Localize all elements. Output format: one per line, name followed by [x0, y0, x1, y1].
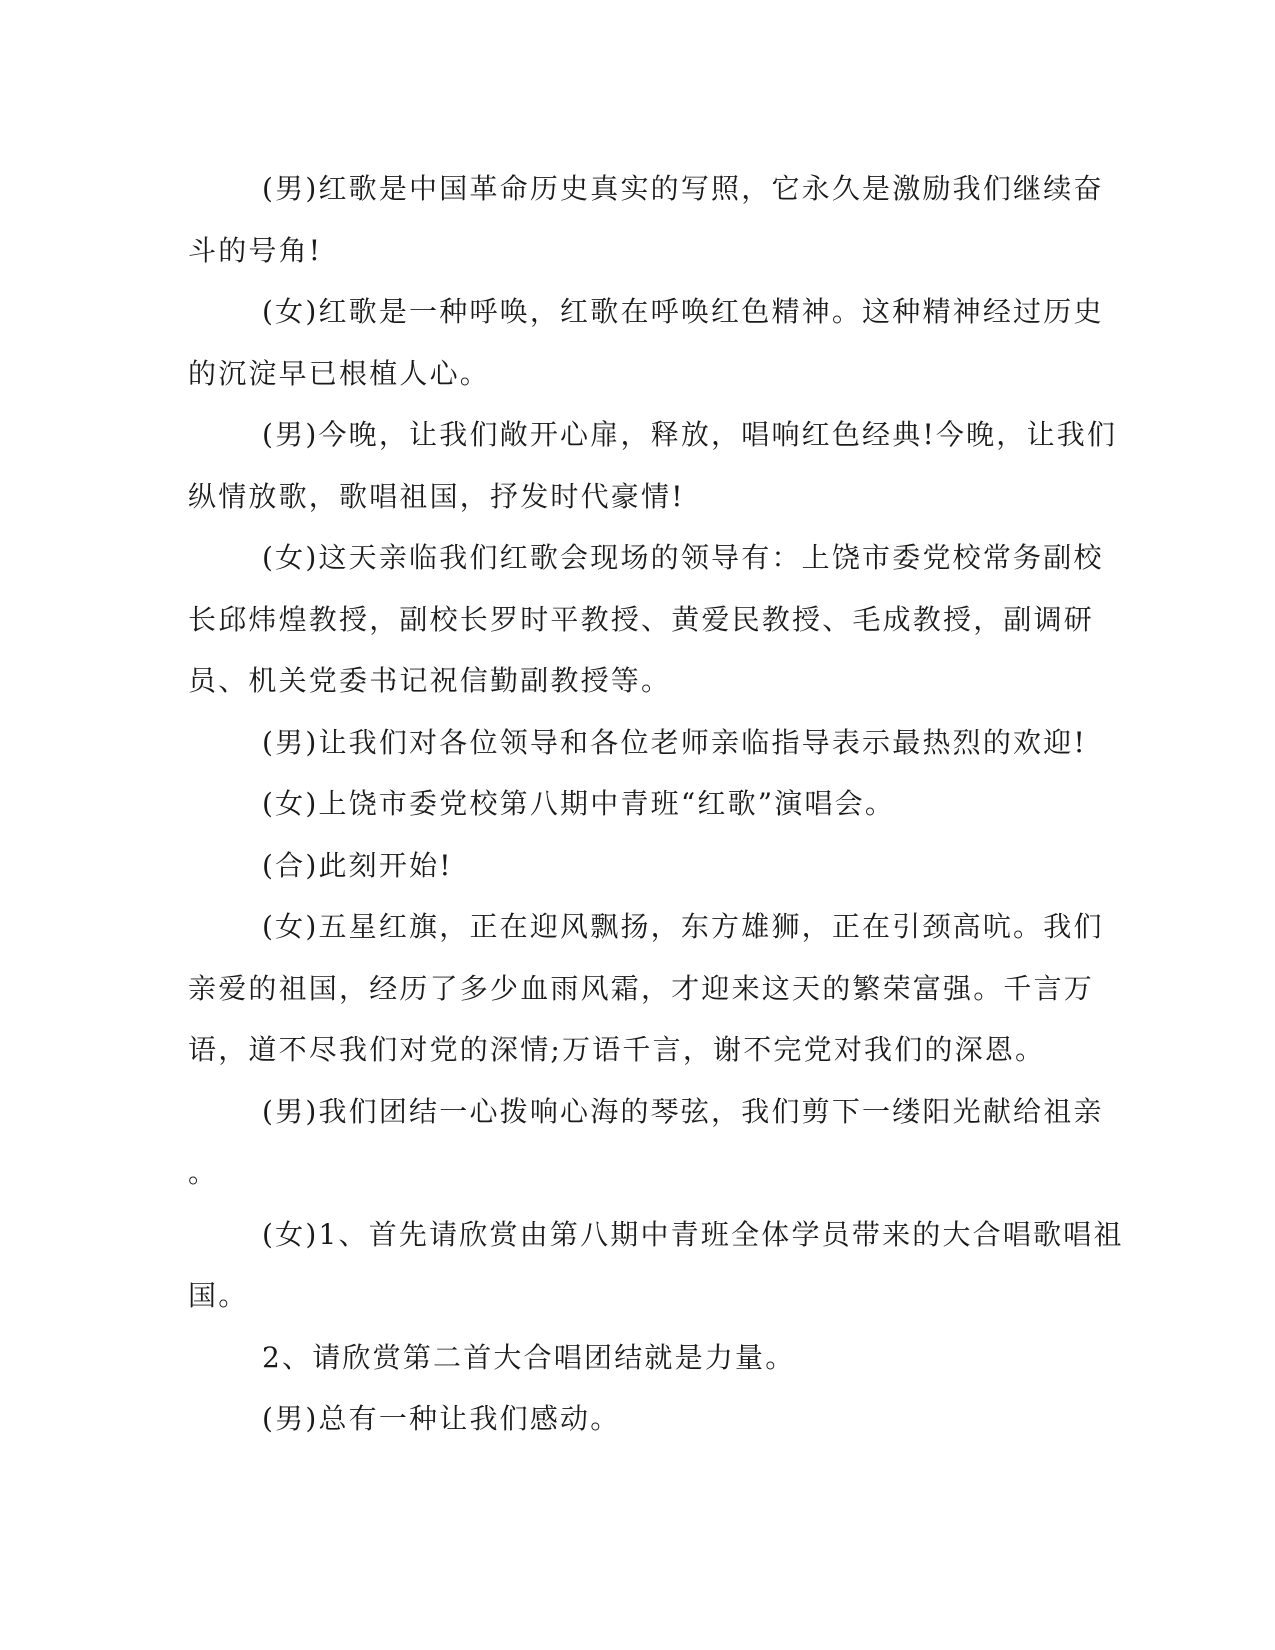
text-line: 亲爱的祖国，经历了多少血雨风霜，才迎来这天的繁荣富强。千言万: [188, 971, 1095, 1005]
paragraph: [188, 1081, 1104, 1204]
paragraph: [188, 1327, 1088, 1389]
paragraph: [188, 404, 1118, 527]
text-line: 的沉淀早已根植人心。: [188, 356, 491, 390]
text-line: (女)1、首先请欣赏由第八期中青班全体学员带来的大合唱歌唱祖: [262, 1217, 1124, 1251]
text-line: 语，道不尽我们对党的深情;万语千言，谢不完党对我们的深恩。: [188, 1033, 1046, 1066]
text-line: 纵情放歌，歌唱祖国，抒发时代豪情!: [188, 479, 685, 513]
paragraph: [188, 835, 1088, 897]
paragraph: [188, 158, 1104, 281]
text-line: (男)我们团结一心拨响心海的琴弦，我们剪下一缕阳光献给祖亲: [262, 1094, 1104, 1128]
document-body: [188, 158, 1124, 1450]
text-line: (男)红歌是中国革命历史真实的写照，它永久是激励我们继续奋: [262, 172, 1104, 205]
text-line: 斗的号角!: [188, 233, 323, 267]
text-line: 2、请欣赏第二首大合唱团结就是力量。: [262, 1340, 796, 1374]
text-line: (男)让我们对各位领导和各位老师亲临指导表示最热烈的欢迎!: [262, 725, 1087, 759]
text-line: 长邱炜煌教授，副校长罗时平教授、黄爱民教授、毛成教授，副调研: [188, 602, 1095, 636]
text-line: (女)红歌是一种呼唤，红歌在呼唤红色精神。这种精神经过历史: [262, 295, 1104, 328]
text-line: (男)今晚，让我们敞开心扉，释放，唱响红色经典!今晚，让我们: [262, 418, 1118, 451]
paragraph: [188, 527, 1104, 712]
text-line: 国。: [188, 1279, 249, 1312]
paragraph: [188, 281, 1104, 404]
text-line: (女)上饶市委党校第八期中青班“红歌”演唱会。: [262, 787, 896, 820]
paragraph: [188, 896, 1104, 1081]
paragraph: [188, 1388, 1088, 1450]
text-line: (男)总有一种让我们感动。: [262, 1402, 621, 1435]
text-line: (女)这天亲临我们红歌会现场的领导有：上饶市委党校常务副校: [262, 541, 1104, 574]
paragraph: [188, 712, 1088, 774]
text-line: (合)此刻开始!: [262, 848, 453, 882]
paragraph: [188, 1204, 1124, 1327]
text-line: (女)五星红旗，正在迎风飘扬，东方雄狮，正在引颈高吭。我们: [262, 910, 1104, 943]
text-line: 员、机关党委书记祝信勤副教授等。: [188, 664, 672, 697]
text-line: 。: [188, 1156, 219, 1189]
paragraph: [188, 773, 1088, 835]
